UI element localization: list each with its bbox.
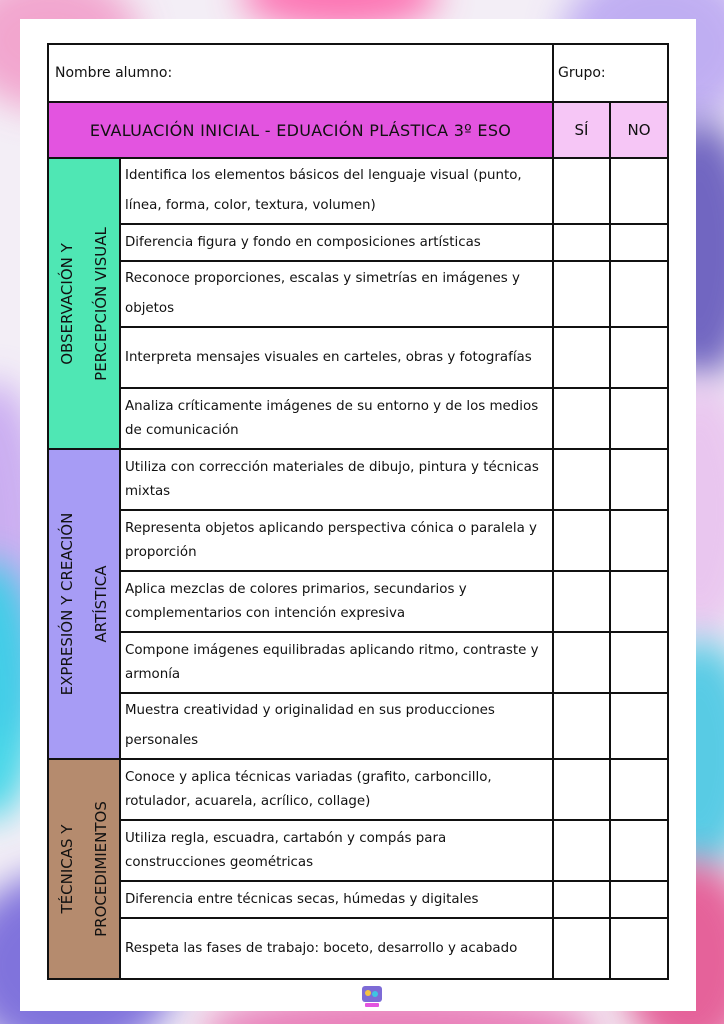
table-row	[48, 449, 668, 510]
table-row	[48, 632, 668, 693]
table-row	[48, 261, 668, 327]
yes-checkbox[interactable]	[553, 510, 610, 571]
yes-column-header: SÍ	[553, 102, 610, 158]
school-logo-icon	[361, 985, 383, 1009]
yes-checkbox[interactable]	[553, 693, 610, 759]
group-label: Grupo:	[558, 65, 606, 81]
no-checkbox[interactable]	[610, 571, 668, 632]
category-label-line2: ARTÍSTICA	[92, 565, 110, 643]
criterion-text: Diferencia entre técnicas secas, húmedas y digitales	[120, 881, 553, 918]
no-checkbox[interactable]	[610, 820, 668, 881]
criterion-text: Identifica los elementos básicos del lenguaje visual (punto, línea, forma, color, textura, volumen)	[120, 158, 553, 224]
table-row	[48, 224, 668, 261]
yes-checkbox[interactable]	[553, 632, 610, 693]
criterion-text: Respeta las fases de trabajo: boceto, desarrollo y acabado	[120, 918, 553, 979]
table-row	[48, 820, 668, 881]
no-checkbox[interactable]	[610, 261, 668, 327]
table-row	[48, 388, 668, 449]
yes-checkbox[interactable]	[553, 327, 610, 388]
yes-checkbox[interactable]	[553, 388, 610, 449]
table-row	[48, 693, 668, 759]
no-checkbox[interactable]	[610, 693, 668, 759]
criterion-text: Interpreta mensajes visuales en carteles, obras y fotografías	[120, 327, 553, 388]
no-checkbox[interactable]	[610, 632, 668, 693]
criterion-text: Conoce y aplica técnicas variadas (grafito, carboncillo, rotulador, acuarela, acrílico, collage)	[120, 759, 553, 820]
category-observacion	[48, 158, 120, 449]
yes-checkbox[interactable]	[553, 571, 610, 632]
group-field[interactable]	[553, 44, 668, 102]
criterion-text: Aplica mezclas de colores primarios, secundarios y complementarios con intención expresiva	[120, 571, 553, 632]
criterion-text: Utiliza regla, escuadra, cartabón y compás para construcciones geométricas	[120, 820, 553, 881]
no-checkbox[interactable]	[610, 327, 668, 388]
no-checkbox[interactable]	[610, 881, 668, 918]
no-checkbox[interactable]	[610, 224, 668, 261]
category-label-line1: EXPRESIÓN Y CREACIÓN	[58, 512, 76, 696]
criterion-text: Utiliza con corrección materiales de dibujo, pintura y técnicas mixtas	[120, 449, 553, 510]
no-checkbox[interactable]	[610, 158, 668, 224]
table-row	[48, 881, 668, 918]
no-checkbox[interactable]	[610, 449, 668, 510]
category-label-line1: TÉCNICAS Y	[58, 824, 76, 914]
yes-checkbox[interactable]	[553, 820, 610, 881]
yes-checkbox[interactable]	[553, 158, 610, 224]
table-row	[48, 510, 668, 571]
category-expresion	[48, 449, 120, 759]
category-label-line1: OBSERVACIÓN Y	[58, 242, 76, 365]
header-row	[48, 44, 668, 102]
category-tecnicas	[48, 759, 120, 979]
table-row	[48, 327, 668, 388]
table-row	[48, 918, 668, 979]
no-checkbox[interactable]	[610, 510, 668, 571]
yes-checkbox[interactable]	[553, 449, 610, 510]
evaluation-table	[47, 43, 669, 980]
no-checkbox[interactable]	[610, 918, 668, 979]
yes-checkbox[interactable]	[553, 881, 610, 918]
criterion-text: Diferencia figura y fondo en composiciones artísticas	[120, 224, 553, 261]
title-row	[48, 102, 668, 158]
no-column-header: NO	[610, 102, 668, 158]
criterion-text: Compone imágenes equilibradas aplicando ritmo, contraste y armonía	[120, 632, 553, 693]
yes-checkbox[interactable]	[553, 261, 610, 327]
criterion-text: Muestra creatividad y originalidad en sus producciones personales	[120, 693, 553, 759]
yes-checkbox[interactable]	[553, 759, 610, 820]
student-name-label: Nombre alumno:	[55, 65, 173, 81]
student-name-field[interactable]	[48, 44, 553, 102]
table-row	[48, 571, 668, 632]
yes-checkbox[interactable]	[553, 224, 610, 261]
criterion-text: Analiza críticamente imágenes de su entorno y de los medios de comunicación	[120, 388, 553, 449]
no-checkbox[interactable]	[610, 388, 668, 449]
table-row	[48, 158, 668, 224]
criterion-text: Reconoce proporciones, escalas y simetrías en imágenes y objetos	[120, 261, 553, 327]
category-label-line2: PERCEPCIÓN VISUAL	[92, 226, 110, 381]
page-title: EVALUACIÓN INICIAL - EDUACIÓN PLÁSTICA 3º ESO	[48, 102, 553, 158]
no-checkbox[interactable]	[610, 759, 668, 820]
yes-checkbox[interactable]	[553, 918, 610, 979]
criterion-text: Representa objetos aplicando perspectiva cónica o paralela y proporción	[120, 510, 553, 571]
table-row	[48, 759, 668, 820]
category-label-line2: PROCEDIMIENTOS	[92, 801, 110, 937]
